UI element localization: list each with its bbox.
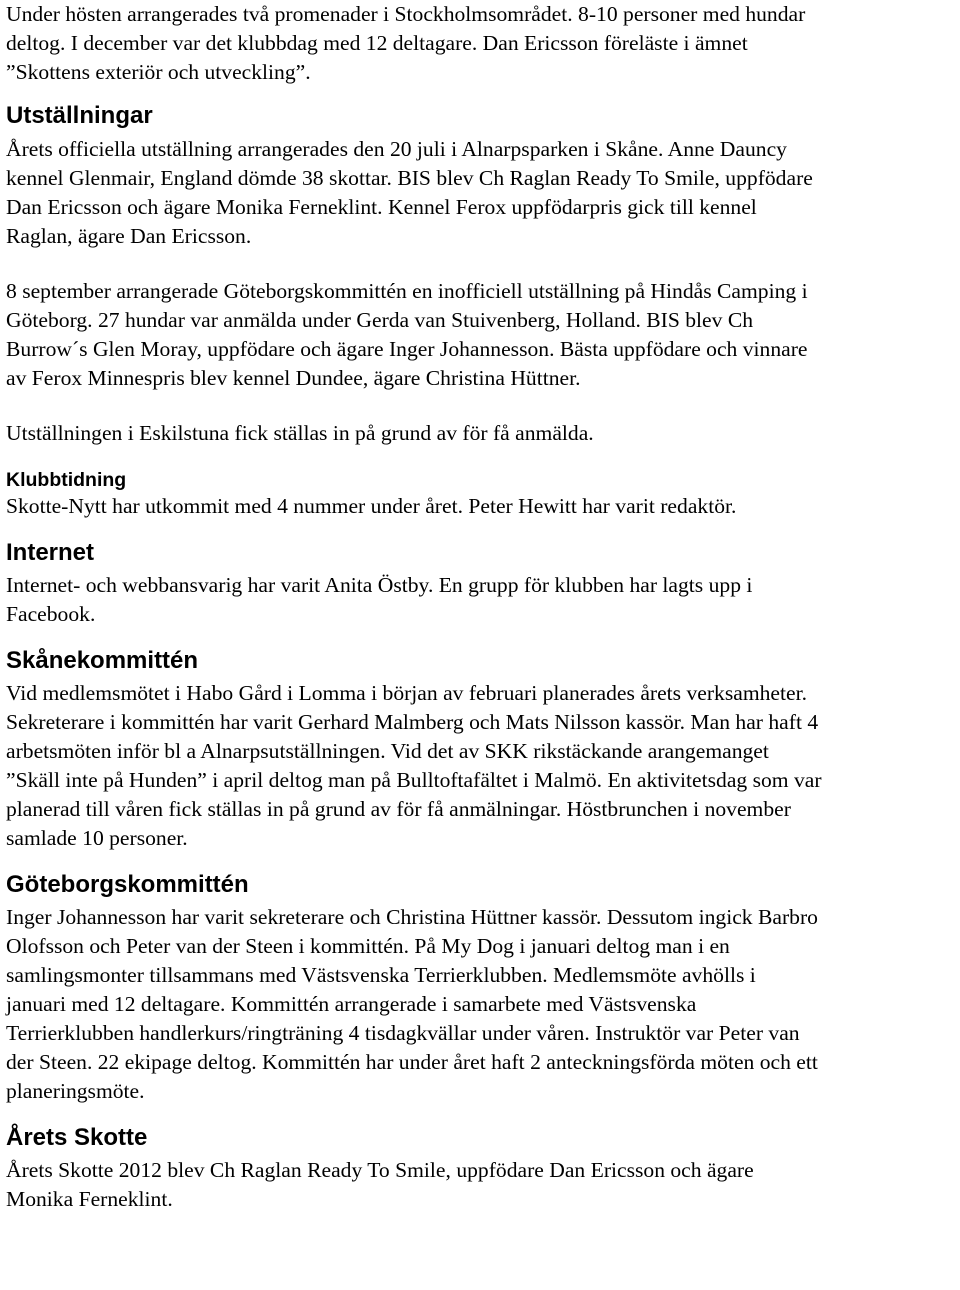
text-line: Internet- och webbansvarig har varit Anita Östby. En grupp för klubben har lagts upp i <box>6 573 753 597</box>
text-line: arbetsmöten inför bl a Alnarpsutställningen. Vid det av SKK rikstäckande arangemanget <box>6 739 769 763</box>
text-line: Årets Skotte 2012 blev Ch Raglan Ready To Smile, uppfödare Dan Ericsson och ägare <box>6 1158 754 1182</box>
section-heading-internet: Internet <box>6 539 95 566</box>
text-line: Burrow´s Glen Moray, uppfödare och ägare Inger Johannesson. Bästa uppfödare och vinnare <box>6 337 808 361</box>
text-line: deltog. I december var det klubbdag med 12 deltagare. Dan Ericsson föreläste i ämnet <box>6 31 748 55</box>
text-line: av Ferox Minnespris blev kennel Dundee, ägare Christina Hüttner. <box>6 366 581 390</box>
text-line: Årets officiella utställning arrangerades den 20 juli i Alnarpsparken i Skåne. Anne Dauncy <box>6 137 787 161</box>
text-line: samlade 10 personer. <box>6 826 188 850</box>
intro-paragraph <box>6 0 956 87</box>
utstallningar-paragraph-1 <box>6 135 956 251</box>
section-heading-goteborgskommitten: Göteborgskommittén <box>6 871 249 898</box>
text-line: samlingsmonter tillsammans med Västsvenska Terrierklubben. Medlemsmöte avhölls i <box>6 963 756 987</box>
text-line: ”Skäll inte på Hunden” i april deltog man på Bulltoftafältet i Malmö. En aktivitetsdag som var <box>6 768 822 792</box>
text-line: ”Skottens exteriör och utveckling”. <box>6 60 311 84</box>
text-line: Dan Ericsson och ägare Monika Ferneklint. Kennel Ferox uppfödarpris gick till kennel <box>6 195 757 219</box>
text-line: Skotte-Nytt har utkommit med 4 nummer under året. Peter Hewitt har varit redaktör. <box>6 494 737 518</box>
text-line: Raglan, ägare Dan Ericsson. <box>6 224 252 248</box>
internet-paragraph <box>6 571 956 629</box>
text-line: Under hösten arrangerades två promenader i Stockholmsområdet. 8-10 personer med hundar <box>6 2 806 26</box>
arets-skotte-paragraph <box>6 1156 956 1214</box>
text-line: der Steen. 22 ekipage deltog. Kommittén har under året haft 2 anteckningsförda möten och ett <box>6 1050 818 1074</box>
section-heading-klubbtidning: Klubbtidning <box>6 469 127 491</box>
text-line: Monika Ferneklint. <box>6 1187 173 1211</box>
skane-paragraph <box>6 679 956 853</box>
text-line: 8 september arrangerade Göteborgskommittén en inofficiell utställning på Hindås Camping i <box>6 279 808 303</box>
text-line: Inger Johannesson har varit sekreterare och Christina Hüttner kassör. Dessutom ingick Barbro <box>6 905 818 929</box>
text-line: Göteborg. 27 hundar var anmälda under Gerda van Stuivenberg, Holland. BIS blev Ch <box>6 308 754 332</box>
text-line: januari med 12 deltagare. Kommittén arrangerade i samarbete med Västsvenska <box>6 992 697 1016</box>
text-line: Sekreterare i kommittén har varit Gerhard Malmberg och Mats Nilsson kassör. Man har haft 4 <box>6 710 819 734</box>
text-line: kennel Glenmair, England dömde 38 skottar. BIS blev Ch Raglan Ready To Smile, uppfödare <box>6 166 813 190</box>
text-line: Utställningen i Eskilstuna fick ställas in på grund av för få anmälda. <box>6 421 594 445</box>
section-heading-arets-skotte: Årets Skotte <box>6 1124 148 1151</box>
text-line: planerad till våren fick ställas in på grund av för få anmälningar. Höstbrunchen i november <box>6 797 791 821</box>
text-line: Vid medlemsmötet i Habo Gård i Lomma i början av februari planerades årets verksamheter. <box>6 681 807 705</box>
text-line: Facebook. <box>6 602 96 626</box>
klubbtidning-paragraph <box>6 492 956 521</box>
section-heading-skanekommitten: Skånekommittén <box>6 647 199 674</box>
goteborg-paragraph <box>6 903 956 1106</box>
utstallningar-paragraph-3 <box>6 419 956 448</box>
section-heading-utstallningar: Utställningar <box>6 102 153 129</box>
utstallningar-paragraph-2 <box>6 277 956 393</box>
document-page <box>6 0 956 1214</box>
text-line: Terrierklubben handlerkurs/ringträning 4 tisdagkvällar under våren. Instruktör var Peter van <box>6 1021 800 1045</box>
text-line: Olofsson och Peter van der Steen i kommittén. På My Dog i januari deltog man i en <box>6 934 730 958</box>
text-line: planeringsmöte. <box>6 1079 145 1103</box>
